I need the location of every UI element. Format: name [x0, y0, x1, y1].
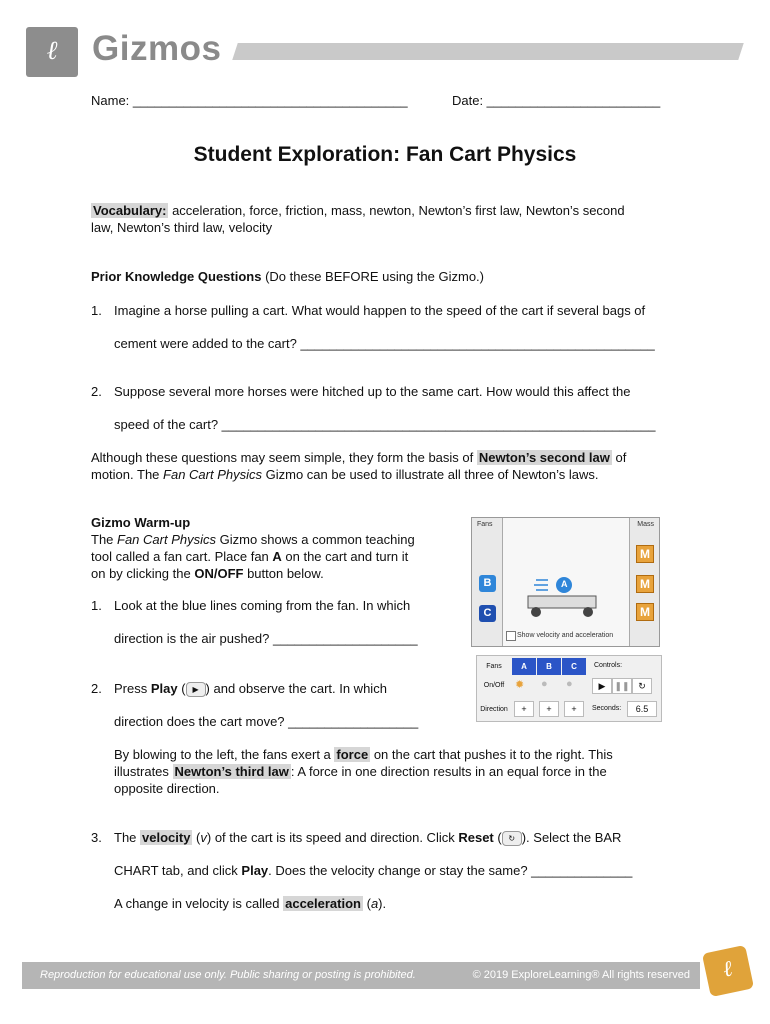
warmup-q1-line1: Look at the blue lines coming from the fan. In which	[114, 598, 411, 613]
p2-text-1: By blowing to the left, the fans exert a	[114, 747, 335, 762]
fan-a-header: A	[512, 658, 536, 675]
p2-text-2: on the cart that pushes it to the right. This	[370, 747, 613, 762]
footer-bar	[22, 962, 700, 989]
play-button[interactable]: ▶	[592, 678, 612, 694]
q3-text-6: CHART tab, and click	[114, 863, 242, 878]
seconds-value: 6.5	[627, 701, 657, 717]
cart-body	[528, 596, 596, 608]
summary-gizmo-name: Fan Cart Physics	[163, 467, 263, 482]
warmup-gizmo-name: Fan Cart Physics	[117, 532, 216, 547]
warmup-text-2: Gizmo shows a common teaching	[216, 532, 415, 547]
mass-block-2[interactable]: M	[636, 575, 654, 593]
warmup-q1-number: 1.	[91, 598, 102, 613]
q3-text-8: A change in velocity is called	[114, 896, 284, 911]
warmup-text-5: on by clicking the	[91, 566, 195, 581]
prior-q2-line1: Suppose several more horses were hitched up to the same cart. How would this affect the	[114, 384, 631, 399]
q3-text-5: ). Select the BAR	[521, 830, 622, 845]
play-icon: ▶	[186, 682, 206, 697]
q3-text-3: ) of the cart is its speed and direction. Click	[206, 830, 459, 845]
warmup-onoff: ON/OFF	[194, 566, 244, 581]
prior-knowledge-heading	[91, 268, 484, 285]
q3-text-9: (	[362, 896, 371, 911]
fan-cart-simulation	[471, 517, 660, 647]
fan-a-power-toggle[interactable]: ✹	[515, 679, 525, 691]
fan-b-button[interactable]: B	[479, 575, 496, 592]
summary-text-1: Although these questions may seem simple, they form the basis of	[91, 450, 477, 465]
warmup-fan-a: A	[272, 549, 282, 564]
reset-button[interactable]: ↻	[632, 678, 652, 694]
summary-text-2: of	[611, 450, 627, 465]
warmup-q2-line1	[114, 680, 387, 697]
controls-label: Controls:	[594, 662, 623, 669]
p2-third-law: Newton’s third law	[174, 764, 289, 779]
fan-b-power-toggle[interactable]: ●	[541, 678, 548, 690]
pause-button[interactable]: ❚❚	[612, 678, 632, 694]
prior-note: (Do these BEFORE using the Gizmo.)	[261, 269, 484, 284]
warmup-q3-line3	[114, 895, 386, 912]
fan-c-power-toggle[interactable]: ●	[566, 678, 573, 690]
p2-text-4: : A force in one direction results in an equal force in the	[290, 764, 607, 779]
q3-a-symbol: a	[370, 896, 379, 911]
show-velocity-label: Show velocity and acceleration	[517, 632, 614, 639]
warmup-third-law-paragraph	[114, 746, 674, 797]
fan-b-direction[interactable]: +	[539, 701, 559, 717]
summary-text-4: Gizmo can be used to illustrate all three of Newton’s laws.	[262, 467, 599, 482]
warmup-q2-number: 2.	[91, 681, 102, 696]
p2-text-5: opposite direction.	[114, 781, 220, 796]
q3-v-symbol: v	[200, 830, 207, 845]
fans-label: Fans	[477, 521, 493, 528]
date-field[interactable]: Date: ________________________	[452, 93, 661, 108]
vocabulary-text-2: law, Newton’s third law, velocity	[91, 220, 273, 235]
vocabulary-label: Vocabulary:	[93, 203, 167, 218]
direction-row-label: Direction	[480, 706, 508, 713]
summary-text-3: motion. The	[91, 467, 164, 482]
vocabulary	[91, 202, 681, 236]
warmup-text-3: tool called a fan cart. Place fan	[91, 549, 273, 564]
gizmos-brand: Gizmos	[92, 29, 222, 68]
q2-text-2: (	[177, 681, 186, 696]
fan-c-button[interactable]: C	[479, 605, 496, 622]
show-velocity-checkbox[interactable]	[506, 631, 516, 641]
footer-copyright: © 2019 ExploreLearning® All rights reserved	[472, 969, 690, 981]
warmup-intro	[91, 514, 451, 582]
controls-panel	[476, 655, 662, 722]
warmup-heading: Gizmo Warm-up	[91, 515, 191, 530]
prior-q2-answer-line[interactable]: speed of the cart? ____________________________________________________________	[114, 417, 656, 432]
footer-notice: Reproduction for educational use only. Public sharing or posting is prohibited.	[40, 969, 416, 981]
fan-cart-drawing	[522, 570, 602, 622]
q2-play-word: Play	[150, 681, 178, 696]
q3-acceleration: acceleration	[285, 896, 361, 911]
fan-c-header: C	[562, 658, 586, 675]
prior-heading-text: Prior Knowledge Questions	[91, 269, 262, 284]
fan-a-direction[interactable]: +	[514, 701, 534, 717]
q3-reset-word: Reset	[458, 830, 494, 845]
warmup-text-6: button below.	[243, 566, 324, 581]
mass-block-3[interactable]: M	[636, 603, 654, 621]
q3-text-2: (	[192, 830, 201, 845]
name-field[interactable]: Name: ______________________________________	[91, 93, 408, 108]
warmup-q3-line1	[114, 829, 621, 846]
fan-a-label: A	[561, 579, 568, 589]
header-bar	[232, 43, 744, 60]
warmup-q1-answer-line[interactable]: direction is the air pushed? ____________________	[114, 631, 418, 646]
q3-text-1: The	[114, 830, 141, 845]
p2-force: force	[336, 747, 369, 762]
q2-text-1: Press	[114, 681, 151, 696]
prior-q1-number: 1.	[91, 303, 102, 318]
warmup-q3-number: 3.	[91, 830, 102, 845]
warmup-text-4: on the cart and turn it	[281, 549, 409, 564]
prior-summary	[91, 449, 691, 483]
page-title: Student Exploration: Fan Cart Physics	[193, 143, 577, 166]
q3-text-10: ).	[378, 896, 387, 911]
vocabulary-text-1: acceleration, force, friction, mass, newton, Newton’s first law, Newton’s second	[168, 203, 625, 218]
fan-c-direction[interactable]: +	[564, 701, 584, 717]
q3-text-4: (	[493, 830, 502, 845]
q2-text-3: ) and observe the cart. In which	[205, 681, 387, 696]
fans-column-label: Fans	[486, 663, 502, 670]
q3-velocity: velocity	[142, 830, 191, 845]
summary-highlight: Newton’s second law	[478, 450, 610, 465]
warmup-q2-answer-line[interactable]: direction does the cart move? __________________	[114, 714, 419, 729]
onoff-row-label: On/Off	[483, 682, 505, 689]
p2-text-3: illustrates	[114, 764, 173, 779]
footer-el-logo: ℓ	[702, 945, 754, 997]
warmup-text-1: The	[91, 532, 118, 547]
prior-q1-line1: Imagine a horse pulling a cart. What would happen to the speed of the cart if several bags of	[114, 303, 646, 318]
mass-block-1[interactable]: M	[636, 545, 654, 563]
q3-play-word: Play	[241, 863, 269, 878]
warmup-q3-line2[interactable]	[114, 862, 632, 879]
cart-wheel-left	[531, 607, 541, 617]
q3-text-7: . Does the velocity change or stay the same? ______________	[268, 863, 633, 878]
reset-icon: ↻	[502, 831, 522, 846]
cart-wheel-right	[583, 607, 593, 617]
mass-label: Mass	[637, 521, 654, 528]
prior-q2-number: 2.	[91, 384, 102, 399]
explorelearning-logo: ℓ	[26, 27, 78, 77]
fan-b-header: B	[537, 658, 561, 675]
prior-q1-answer-line[interactable]: cement were added to the cart? _________________________________________________	[114, 336, 655, 351]
seconds-label: Seconds:	[592, 705, 622, 712]
